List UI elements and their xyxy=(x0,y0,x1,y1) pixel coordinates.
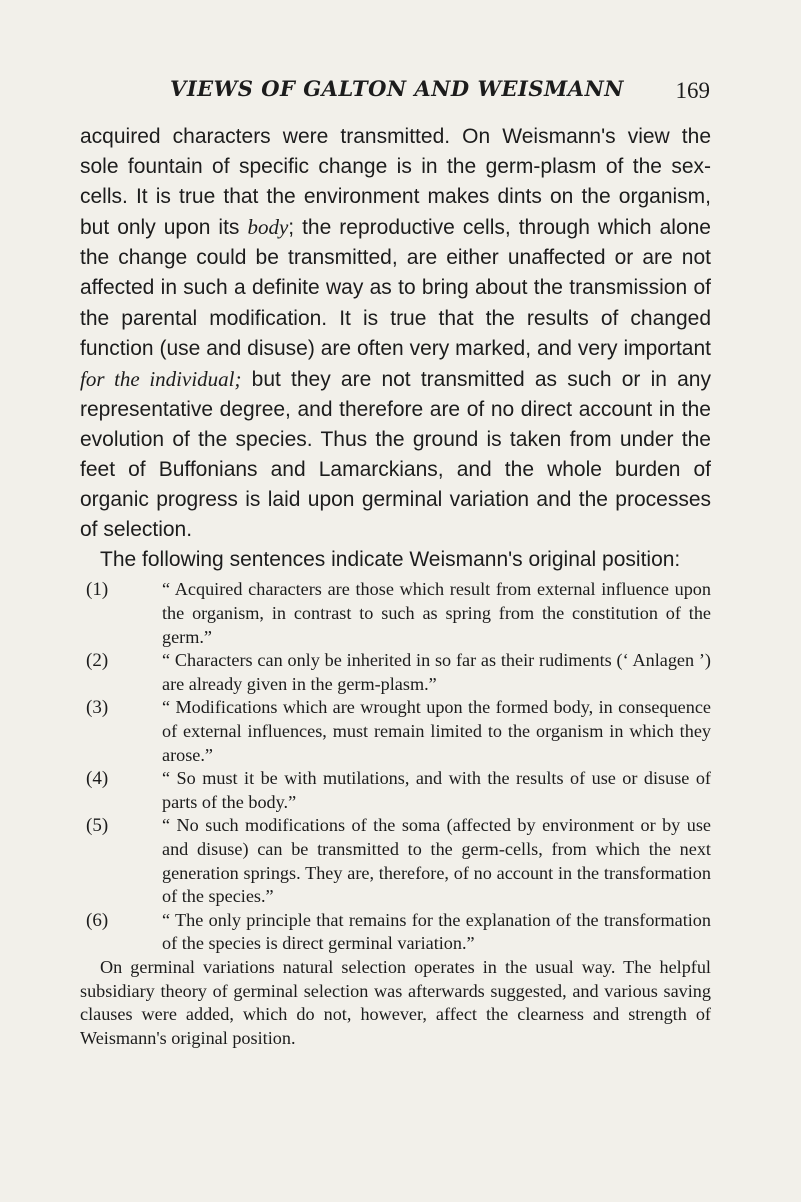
paragraph-text: ; the reproductive cells, through which alone the change could be transmitted, are either unaffected or are not affected in such a definite way as to bring about the transmission of the parental modification. It is true that the results of changed function (use and disuse) are often very marked, and very important xyxy=(80,216,711,360)
list-item xyxy=(80,767,711,814)
list-number: (5) xyxy=(86,815,109,837)
page-header xyxy=(84,76,710,116)
list-number: (4) xyxy=(86,768,109,790)
list-text: “ Modifications which are wrought upon the formed body, in consequence of external influences, must remain limited to the organism in which they arose.” xyxy=(162,697,711,765)
page-number: 169 xyxy=(675,78,710,103)
list-text: “ Acquired characters are those which result from external influence upon the organism, in contrast to such as spring from the constitution of the germ.” xyxy=(162,579,711,647)
list-number: (2) xyxy=(86,650,109,672)
paragraph-text: acquired characters were transmitted. On Weismann's view the sole fountain of specific change is in the germ-plasm of the sex-cells. It is true that the environment makes dints on the organism, but only upon its xyxy=(80,125,711,240)
list-text: “ No such modifications of the soma (affected by environment or by use and disuse) can be transmitted to the germ-cells, from which the next generation springs. They are, therefore, of no account in the transformation of the species.” xyxy=(162,815,711,907)
running-title: VIEWS OF GALTON AND WEISMANN xyxy=(170,76,624,101)
list-number: (6) xyxy=(86,909,109,931)
list-item xyxy=(80,909,711,956)
weismann-positions-list xyxy=(80,578,711,956)
list-text: “ So must it be with mutilations, and with the results of use or disuse of parts of the body.” xyxy=(162,768,711,812)
paragraph-transmission xyxy=(80,122,711,545)
paragraph-closing: On germinal variations natural selection operates in the usual way. The helpful subsidiary theory of germinal selection was afterwards suggested, and various saving clauses were added, which do not, however, affect the clearness and strength of Weismann's original position. xyxy=(80,956,711,1048)
list-item xyxy=(80,814,711,908)
paragraph-intro-list: The following sentences indicate Weismann's original position: xyxy=(100,548,681,572)
list-item xyxy=(80,578,711,649)
list-text: “ The only principle that remains for the explanation of the transformation of the species is direct germinal variation.” xyxy=(162,909,711,954)
emphasis-individual: for the individual; xyxy=(80,366,242,391)
list-item xyxy=(80,649,711,696)
list-number: (3) xyxy=(86,697,109,719)
list-item xyxy=(80,696,711,767)
list-number: (1) xyxy=(86,579,109,601)
paragraph-text: but they are not transmitted as such or in any representative degree, and therefore are of no direct account in the evolution of the species. Thus the ground is taken from under the feet of Buffonians and Lamarckians, and the whole burden of organic progress is laid upon germinal variation and the processes of selection. xyxy=(80,367,711,542)
list-text: “ Characters can only be inherited in so far as their rudiments (‘ Anlagen ’) are already given in the germ-plasm.” xyxy=(162,650,711,694)
body-text xyxy=(80,122,711,1050)
emphasis-body: body xyxy=(247,215,289,240)
